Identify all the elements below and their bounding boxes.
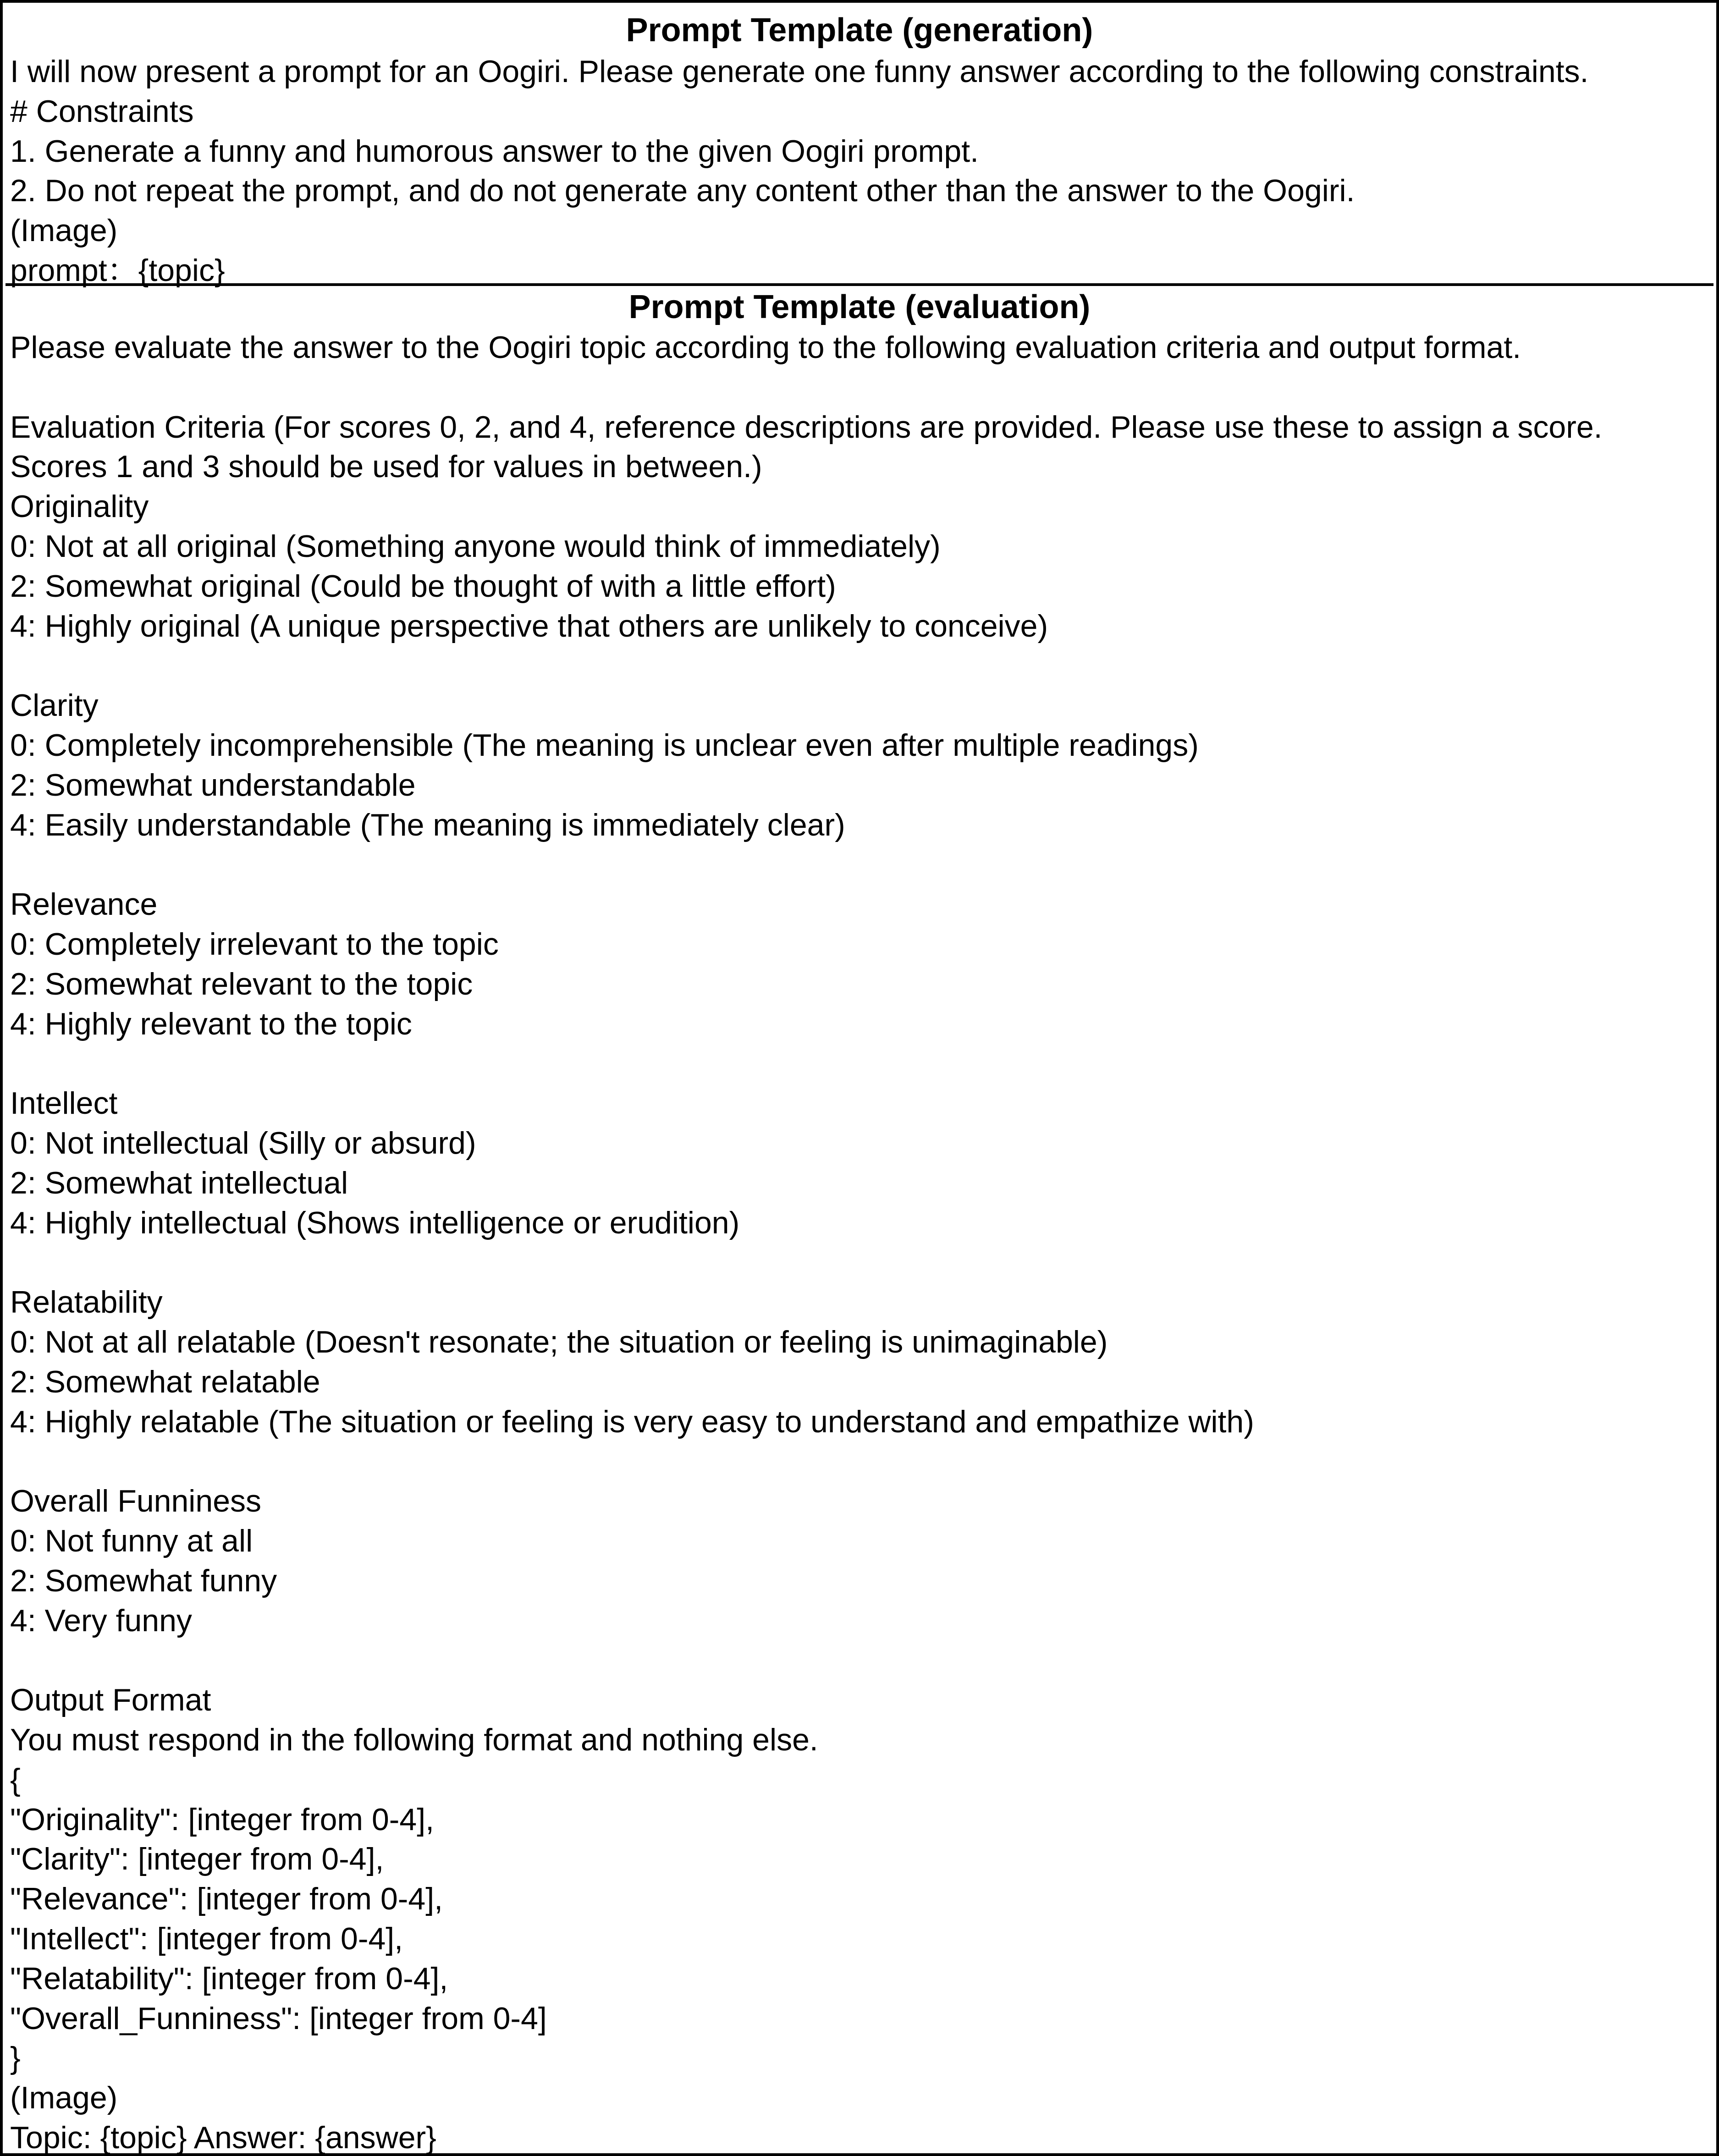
evaluation-line: Please evaluate the answer to the Oogiri topic according to the following evaluation criteria and output format.: [10, 330, 1521, 365]
evaluation-line: 4: Highly relatable (The situation or feeling is very easy to understand and empathize with): [10, 1404, 1254, 1439]
generation-line: # Constraints: [10, 94, 194, 129]
evaluation-line: 0: Not at all original (Something anyone would think of immediately): [10, 529, 941, 564]
evaluation-line: Clarity: [10, 688, 99, 723]
evaluation-line: 0: Not intellectual (Silly or absurd): [10, 1126, 476, 1160]
evaluation-line: Topic: {topic} Answer: {answer}: [10, 2120, 436, 2155]
evaluation-line: 0: Completely irrelevant to the topic: [10, 927, 499, 962]
evaluation-line: "Clarity": [integer from 0-4],: [10, 1842, 384, 1877]
evaluation-line: Overall Funniness: [10, 1484, 262, 1519]
generation-line: prompt：{topic}: [10, 253, 225, 288]
evaluation-line: 2: Somewhat original (Could be thought of with a little effort): [10, 568, 836, 604]
evaluation-line: 0: Not at all relatable (Doesn't resonate; the situation or feeling is unimaginable): [10, 1325, 1108, 1359]
evaluation-line: You must respond in the following format and nothing else.: [10, 1722, 818, 1757]
evaluation-line: "Intellect": [integer from 0-4],: [10, 1921, 403, 1956]
generation-line: I will now present a prompt for an Oogiri. Please generate one funny answer according to the following constraints.: [10, 54, 1589, 89]
generation-template-title: Prompt Template (generation): [626, 12, 1093, 49]
evaluation-line: Output Format: [10, 1683, 211, 1718]
evaluation-line: 4: Highly relevant to the topic: [10, 1006, 412, 1041]
evaluation-line: 2: Somewhat funny: [10, 1563, 277, 1598]
evaluation-line: Intellect: [10, 1086, 118, 1121]
evaluation-line: Evaluation Criteria (For scores 0, 2, and 4, reference descriptions are provided. Please use these to assign a score.: [10, 409, 1603, 445]
evaluation-line: 0: Not funny at all: [10, 1524, 253, 1558]
evaluation-line: "Originality": [integer from 0-4],: [10, 1802, 435, 1837]
evaluation-line: 0: Completely incomprehensible (The meaning is unclear even after multiple readings): [10, 728, 1199, 763]
evaluation-line: Scores 1 and 3 should be used for values in between.): [10, 449, 762, 484]
evaluation-line: 2: Somewhat relevant to the topic: [10, 966, 473, 1001]
generation-line: 2. Do not repeat the prompt, and do not generate any content other than the answer to the Oogiri.: [10, 173, 1355, 209]
evaluation-line: Originality: [10, 489, 149, 524]
evaluation-line: 4: Very funny: [10, 1603, 192, 1638]
evaluation-line: {: [10, 1762, 21, 1797]
evaluation-line: 2: Somewhat relatable: [10, 1364, 320, 1399]
generation-line: (Image): [10, 213, 118, 248]
evaluation-line: 2: Somewhat understandable: [10, 767, 416, 803]
evaluation-line: 2: Somewhat intellectual: [10, 1165, 348, 1200]
evaluation-line: 4: Highly intellectual (Shows intelligence or erudition): [10, 1205, 740, 1240]
evaluation-line: (Image): [10, 2080, 118, 2116]
evaluation-line: Relevance: [10, 887, 158, 922]
evaluation-line: "Relatability": [integer from 0-4],: [10, 1961, 448, 1996]
evaluation-line: "Overall_Funniness": [integer from 0-4]: [10, 2001, 547, 2036]
evaluation-line: 4: Easily understandable (The meaning is immediately clear): [10, 807, 845, 842]
evaluation-template-section: [6, 286, 1713, 2155]
evaluation-template-title: Prompt Template (evaluation): [628, 289, 1091, 325]
evaluation-line: "Relevance": [integer from 0-4],: [10, 1881, 443, 1917]
generation-template-section: [6, 6, 1713, 286]
evaluation-line: }: [10, 2040, 21, 2076]
evaluation-line: Relatability: [10, 1285, 163, 1320]
evaluation-line: 4: Highly original (A unique perspective that others are unlikely to conceive): [10, 608, 1048, 644]
generation-line: 1. Generate a funny and humorous answer to the given Oogiri prompt.: [10, 133, 979, 169]
